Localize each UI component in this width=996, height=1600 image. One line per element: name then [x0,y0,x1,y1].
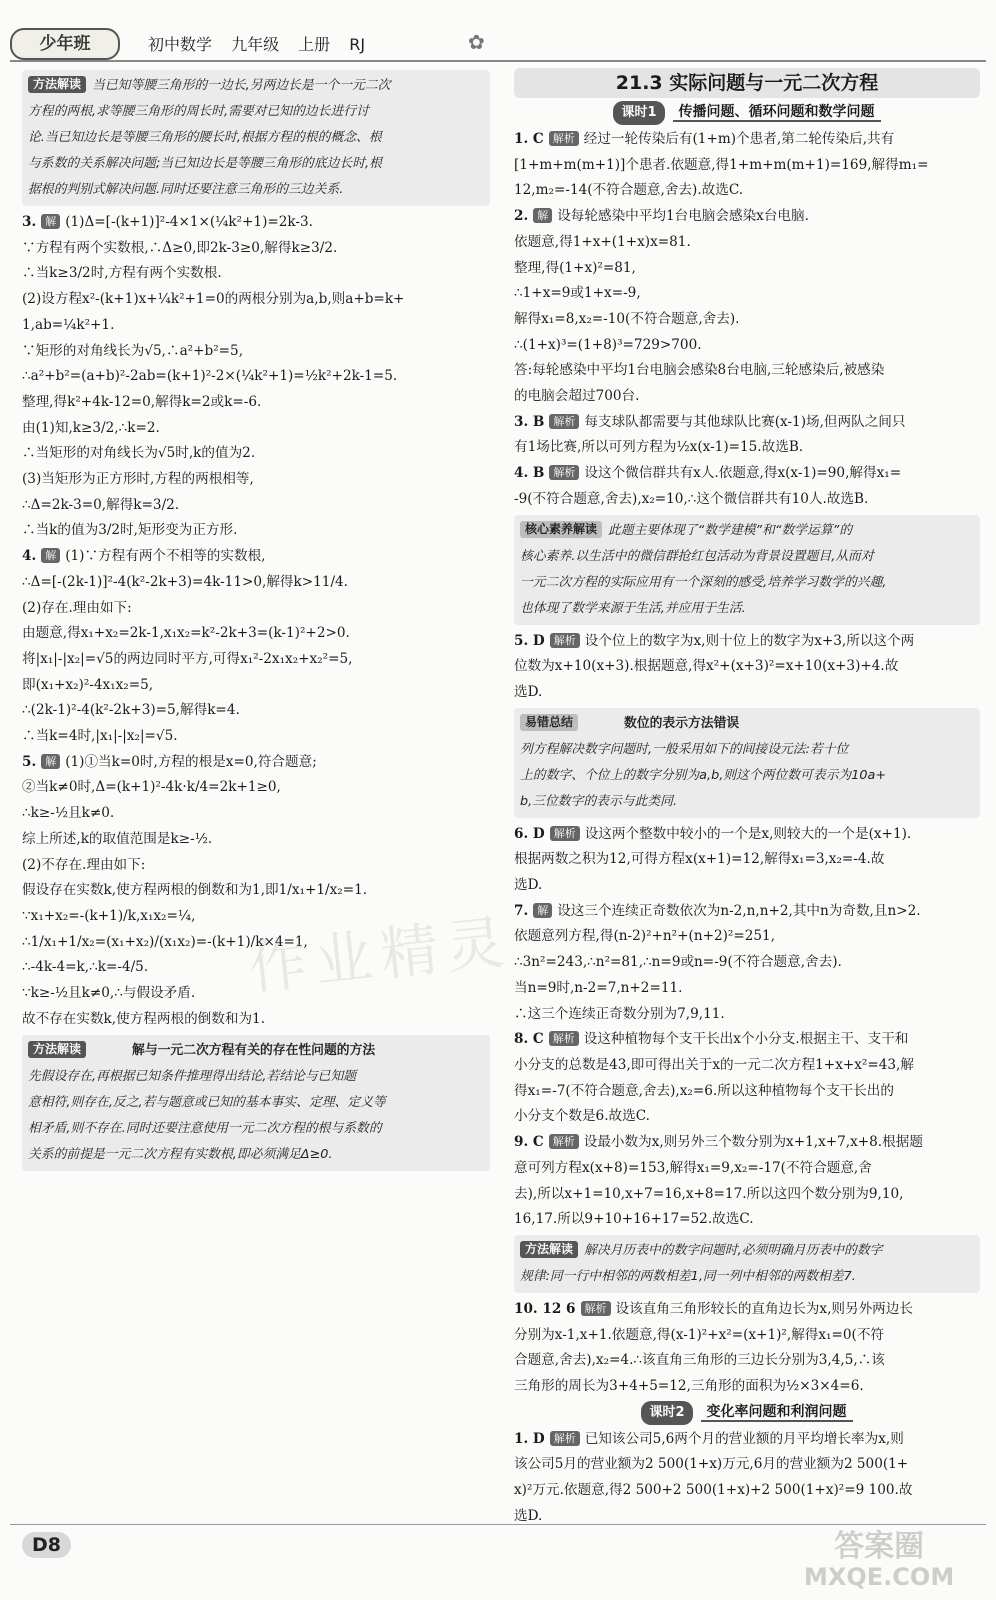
question-line [22,750,490,776]
lesson-heading [514,100,980,125]
text-line: 该公司5月的营业额为2 500(1+x)万元,6月的营业额为2 500(1+ [514,1456,909,1473]
question-text: (1)∵方程有两个不相等的实数根, [65,548,266,565]
brand-logo: 少年班 [10,28,120,60]
question-text: 设该直角三角形较长的直角边长为x,则另外两边长 [615,1300,913,1317]
text-line: 由(1)知,k≥3/2,∴k=2. [22,419,160,436]
site-watermark [804,1529,955,1592]
note-tag: 方法解读 [28,76,86,93]
text-line: 由题意,得x₁+x₂=2k-1,x₁x₂=k²-2k+3=(k-1)²+2>0. [22,625,350,642]
text-line: (2)不存在.理由如下: [22,856,146,873]
text-line: 去),所以x+1=10,x+7=16,x+8=17.所以这四个数分别为9,10, [514,1185,904,1202]
note-box [514,515,980,625]
text-line: ∴当矩形的对角线长为√5时,k的值为2. [22,445,256,462]
text-line: -9(不符合题意,舍去),x₂=10,∴这个微信群共有10人.故选B. [514,490,869,507]
note-line: 方程的两根,求等腰三角形的周长时,需要对已知的边长进行讨 [28,104,369,119]
question-number: 1. C [514,131,544,147]
question-number: 7. [514,902,529,919]
text-line: 选D. [514,683,543,700]
text-line: (2)存在.理由如下: [22,599,132,616]
solution-tag: 解 [41,548,60,563]
question-text: (1)Δ=[-(k+1)]²-4×1×(¼k²+1)=2k-3. [65,214,313,230]
question-number: 2. [514,208,529,225]
note-tag: 易错总结 [520,714,578,731]
text-line: ∴当k的值为3/2时,矩形变为正方形. [22,522,238,539]
section-title: 21.3 实际问题与一元二次方程 [514,68,980,98]
note-line: 上的数字、个位上的数字分别为a,b,则这个两位数可表示为10a+ [520,767,887,783]
lesson-tag: 课时1 [613,101,664,125]
solution-tag: 解析 [549,1134,579,1149]
question-text: 经过一轮传染后有(1+m)个患者,第二轮传染后,共有 [583,131,895,147]
question-text: 已知该公司5,6两个月的营业额的月平均增长率为x,则 [584,1430,904,1447]
lesson-title: 传播问题、循环问题和数学问题 [673,104,881,122]
text-line: 依题意列方程,得(n-2)²+n²+(n+2)²=251, [514,928,776,945]
question-line [514,1427,980,1453]
question-number: 10. 12 6 [514,1300,576,1317]
note-line: 与系数的关系解决问题;当已知边长是等腰三角形的底边长时,根 [28,156,382,171]
note-line: 核心素养.以生活中的微信群抢红包活动为背景设置题目,从而对 [520,548,874,564]
question-line [514,899,980,925]
solution-tag: 解析 [550,633,580,648]
text-line: ∴1/x₁+1/x₂=(x₁+x₂)/(x₁x₂)=-(k+1)/k×4=1, [22,933,308,950]
question-line [514,410,980,436]
text-line: 分别为x-1,x+1.依题意,得(x-1)²+x²=(x+1)²,解得x₁=0(不符 [514,1326,885,1343]
text-line: 整理,得k²+4k-12=0,解得k=2或k=-6. [22,393,262,410]
note-title: 解与一元二次方程有关的存在性问题的方法 [132,1042,376,1058]
note-tag: 方法解读 [520,1241,578,1258]
note-line [520,711,974,737]
lesson-heading [514,1400,980,1425]
text-line: 根据两数之积为12,可得方程x(x+1)=12,解得x₁=3,x₂=-4.故 [514,851,885,868]
note-line [28,73,484,99]
text-line: ∴Δ=[-(2k-1)]²-4(k²-2k+3)=4k-11>0,解得k>11/4. [22,573,349,590]
text-line: 综上所述,k的取值范围是k≥-½. [22,830,213,847]
note-line: 也体现了数学来源于生活,并应用于生活. [520,600,746,616]
text-line: ∴a²+b²=(a+b)²-2ab=(k+1)²-2×(¼k²+1)=½k²+2k-1=5. [22,368,398,385]
text-line: 整理,得(1+x)²=81, [514,259,636,276]
note-line: 先假设存在,再根据已知条件推理得出结论,若结论与已知题 [28,1068,357,1084]
text-line: 小分支个数是6.故选C. [514,1108,650,1125]
right-column [514,68,980,1530]
question-text: 设这个微信群共有x人.依题意,得x(x-1)=90,解得x₁= [584,465,902,482]
note-line [520,1238,974,1264]
text-line: 1,ab=¼k²+1. [22,316,115,333]
note-box [22,70,490,206]
text-line: 假设存在实数k,使方程两根的倒数和为1,即1/x₁+1/x₂=1. [22,882,368,899]
text-line: ∵x₁+x₂=-(k+1)/k,x₁x₂=¼, [22,907,196,924]
question-text: 设这种植物每个支干长出x个小分支.根据主干、支干和 [583,1031,909,1048]
note-line [520,518,974,544]
text-line: ∴k≥-½且k≠0. [22,805,115,822]
note-tag: 核心素养解读 [520,521,602,538]
page-number: D8 [22,1532,71,1558]
text-line: ∴Δ=2k-3=0,解得k=3/2. [22,496,180,513]
lesson-title: 变化率问题和利润问题 [701,1404,853,1422]
note-line: 论.当已知边长是等腰三角形的腰长时,根据方程的根的概念、根 [28,130,382,145]
text-line: ∴3n²=243,∴n²=81,∴n=9或n=-9(不符合题意,舍去). [514,954,842,971]
question-number: 5. [22,753,37,770]
question-number: 6. D [514,825,545,842]
text-line: 位数为x+10(x+3).根据题意,得x²+(x+3)²=x+10(x+3)+4.故 [514,658,899,675]
note-line: 一元二次方程的实际应用有一个深刻的感受,培养学习数学的兴趣, [520,574,887,590]
question-line [22,544,490,570]
site-name: 答案圈 [834,1529,925,1564]
text-line: ∴当k=4时,|x₁|-|x₂|=√5. [22,728,178,745]
site-url: MXQE.COM [804,1563,955,1591]
text-line: ∴1+x=9或1+x=-9, [514,285,641,302]
text-line: ∵矩形的对角线长为√5,∴a²+b²=5, [22,342,244,359]
text-line: ②当k≠0时,Δ=(k+1)²-4k·k/4=2k+1≥0, [22,779,281,796]
text-line: 即(x₁+x₂)²-4x₁x₂=5, [22,676,154,693]
question-text: (1)①当k=0时,方程的根是x=0,符合题意; [65,753,317,770]
solution-tag: 解析 [549,465,579,480]
text-line: 有1场比赛,所以可列方程为½x(x-1)=15.故选B. [514,439,804,456]
solution-tag: 解析 [549,131,579,146]
question-text: 设这三个连续正奇数依次为n-2,n,n+2,其中n为奇数,且n>2. [557,902,921,919]
note-box [514,708,980,818]
question-number: 4. B [514,465,545,482]
note-line: 相矛盾,则不存在.同时还要注意使用一元二次方程的根与系数的 [28,1120,382,1136]
question-text: 设这两个整数中较小的一个是x,则较大的一个是(x+1). [584,825,912,842]
header-title: 初中数学 九年级 上册 RJ [148,35,366,54]
note-line [28,1038,484,1064]
question-line [514,1297,980,1323]
note-line: b,三位数字的表示与此类同. [520,793,678,809]
text-line: ∴(1+x)³=(1+8)³=729>700. [514,336,702,353]
solution-tag: 解 [41,754,60,769]
text-line: 依题意,得1+x+(1+x)x=81. [514,233,691,250]
question-number: 9. C [514,1134,544,1151]
text-line: 小分支的总数是43,即可得出关于x的一元二次方程1+x+x²=43,解 [514,1056,914,1073]
text-line: ∴-4k-4=k,∴k=-4/5. [22,959,149,976]
text-line: 答:每轮感染中平均1台电脑会感染8台电脑,三轮感染后,被感染 [514,362,885,379]
lesson-tag: 课时2 [641,1401,692,1425]
question-number: 8. C [514,1031,544,1048]
solution-tag: 解析 [549,1031,579,1046]
note-text: 当已知等腰三角形的一边长,另两边长是一个一元二次 [92,78,391,93]
text-line: ∴这三个连续正奇数分别为7,9,11. [514,1005,725,1022]
note-line: 意相符,则存在,反之,若与题意或已知的基本事实、定理、定义等 [28,1094,386,1110]
question-line [514,822,980,848]
text-line: 得x₁=-7(不符合题意,舍去),x₂=6.所以这种植物每个支干长出的 [514,1082,894,1099]
text-line: 选D. [514,1507,543,1524]
left-column [22,68,490,1175]
watermark: 作业精灵 [245,907,516,1003]
text-line: ∵方程有两个实数根,∴Δ≥0,即2k-3≥0,解得k≥3/2. [22,239,338,256]
solution-tag: 解 [41,214,60,229]
question-line [514,461,980,487]
solution-tag: 解析 [550,826,580,841]
question-number: 3. B [514,413,545,430]
question-text: 设个位上的数字为x,则十位上的数字为x+3,所以这个两 [584,632,915,649]
text-line: 选D. [514,877,543,894]
solution-tag: 解析 [549,414,579,429]
question-number: 4. [22,548,37,565]
text-line: ∴当k≥3/2时,方程有两个实数根. [22,265,222,282]
header-divider [10,60,986,62]
note-box [22,1035,490,1171]
question-text: 设每轮感染中平均1台电脑会感染x台电脑. [557,208,809,225]
note-text: 解决月历表中的数字问题时,必须明确月历表中的数字 [584,1242,883,1258]
text-line: (3)当矩形为正方形时,方程的两根相等, [22,471,254,488]
text-line: 意可列方程x(x+8)=153,解得x₁=9,x₂=-17(不符合题意,舍 [514,1159,872,1176]
question-text: 设最小数为x,则另外三个数分别为x+1,x+7,x+8.根据题 [583,1134,923,1151]
note-line: 关系的前提是一元二次方程有实数根,即必须满足Δ≥0. [28,1146,333,1162]
note-line: 规律:同一行中相邻的两数相差1,同一列中相邻的两数相差7. [520,1268,856,1284]
note-line: 据根的判别式解决问题.同时还要注意三角形的三边关系. [28,182,344,197]
text-line: ∵k≥-½且k≠0,∴与假设矛盾. [22,985,196,1002]
note-box [514,1235,980,1293]
solution-tag: 解析 [581,1301,611,1316]
cartoon-icon: ✿ [468,30,485,54]
text-line: (2)设方程x²-(k+1)x+¼k²+1=0的两根分别为a,b,则a+b=k+ [22,291,405,308]
text-line: ∴(2k-1)²-4(k²-2k+3)=5,解得k=4. [22,702,240,719]
text-line: 12,m₂=-14(不符合题意,舍去).故选C. [514,182,744,199]
question-line [514,1027,980,1053]
footer-divider [10,1524,986,1525]
text-line: 当n=9时,n-2=7,n+2=11. [514,979,683,996]
question-number: 3. [22,214,37,230]
text-line: 合题意,舍去),x₂=4.∴该直角三角形的三边长分别为3,4,5,∴该 [514,1352,885,1369]
text-line: 故不存在实数k,使方程两根的倒数和为1. [22,1010,266,1027]
question-number: 5. D [514,632,545,649]
note-title: 数位的表示方法错误 [624,715,740,731]
text-line: 的电脑会超过700台. [514,388,640,405]
question-line [514,204,980,230]
text-line: 解得x₁=8,x₂=-10(不符合题意,舍去). [514,310,740,327]
question-line [514,1130,980,1156]
question-text: 每支球队都需要与其他球队比赛(x-1)场,但两队之间只 [584,413,906,430]
solution-tag: 解析 [550,1431,580,1446]
text-line: 三角形的周长为3+4+5=12,三角形的面积为½×3×4=6. [514,1378,864,1395]
note-text: 此题主要体现了“数学建模”和“数学运算”的 [608,522,853,538]
question-line [514,127,980,153]
text-line: 将|x₁|-|x₂|=√5的两边同时平方,可得x₁²-2x₁x₂+x₂²=5, [22,650,353,667]
question-line [22,210,490,236]
text-line: x)²万元.依题意,得2 500+2 500(1+x)+2 500(1+x)²=9 100.故 [514,1482,913,1499]
question-line [514,629,980,655]
question-number: 1. D [514,1430,545,1447]
solution-tag: 解 [533,903,552,918]
note-line: 列方程解决数字问题时,一般采用如下的间接设元法:若十位 [520,741,849,757]
text-line: 16,17.所以9+10+16+17=52.故选C. [514,1211,754,1228]
solution-tag: 解 [533,208,552,223]
text-line: [1+m+m(m+1)]个患者.依题意,得1+m+m(m+1)=169,解得m₁= [514,156,929,173]
note-tag: 方法解读 [28,1041,86,1058]
page-header [0,0,996,62]
